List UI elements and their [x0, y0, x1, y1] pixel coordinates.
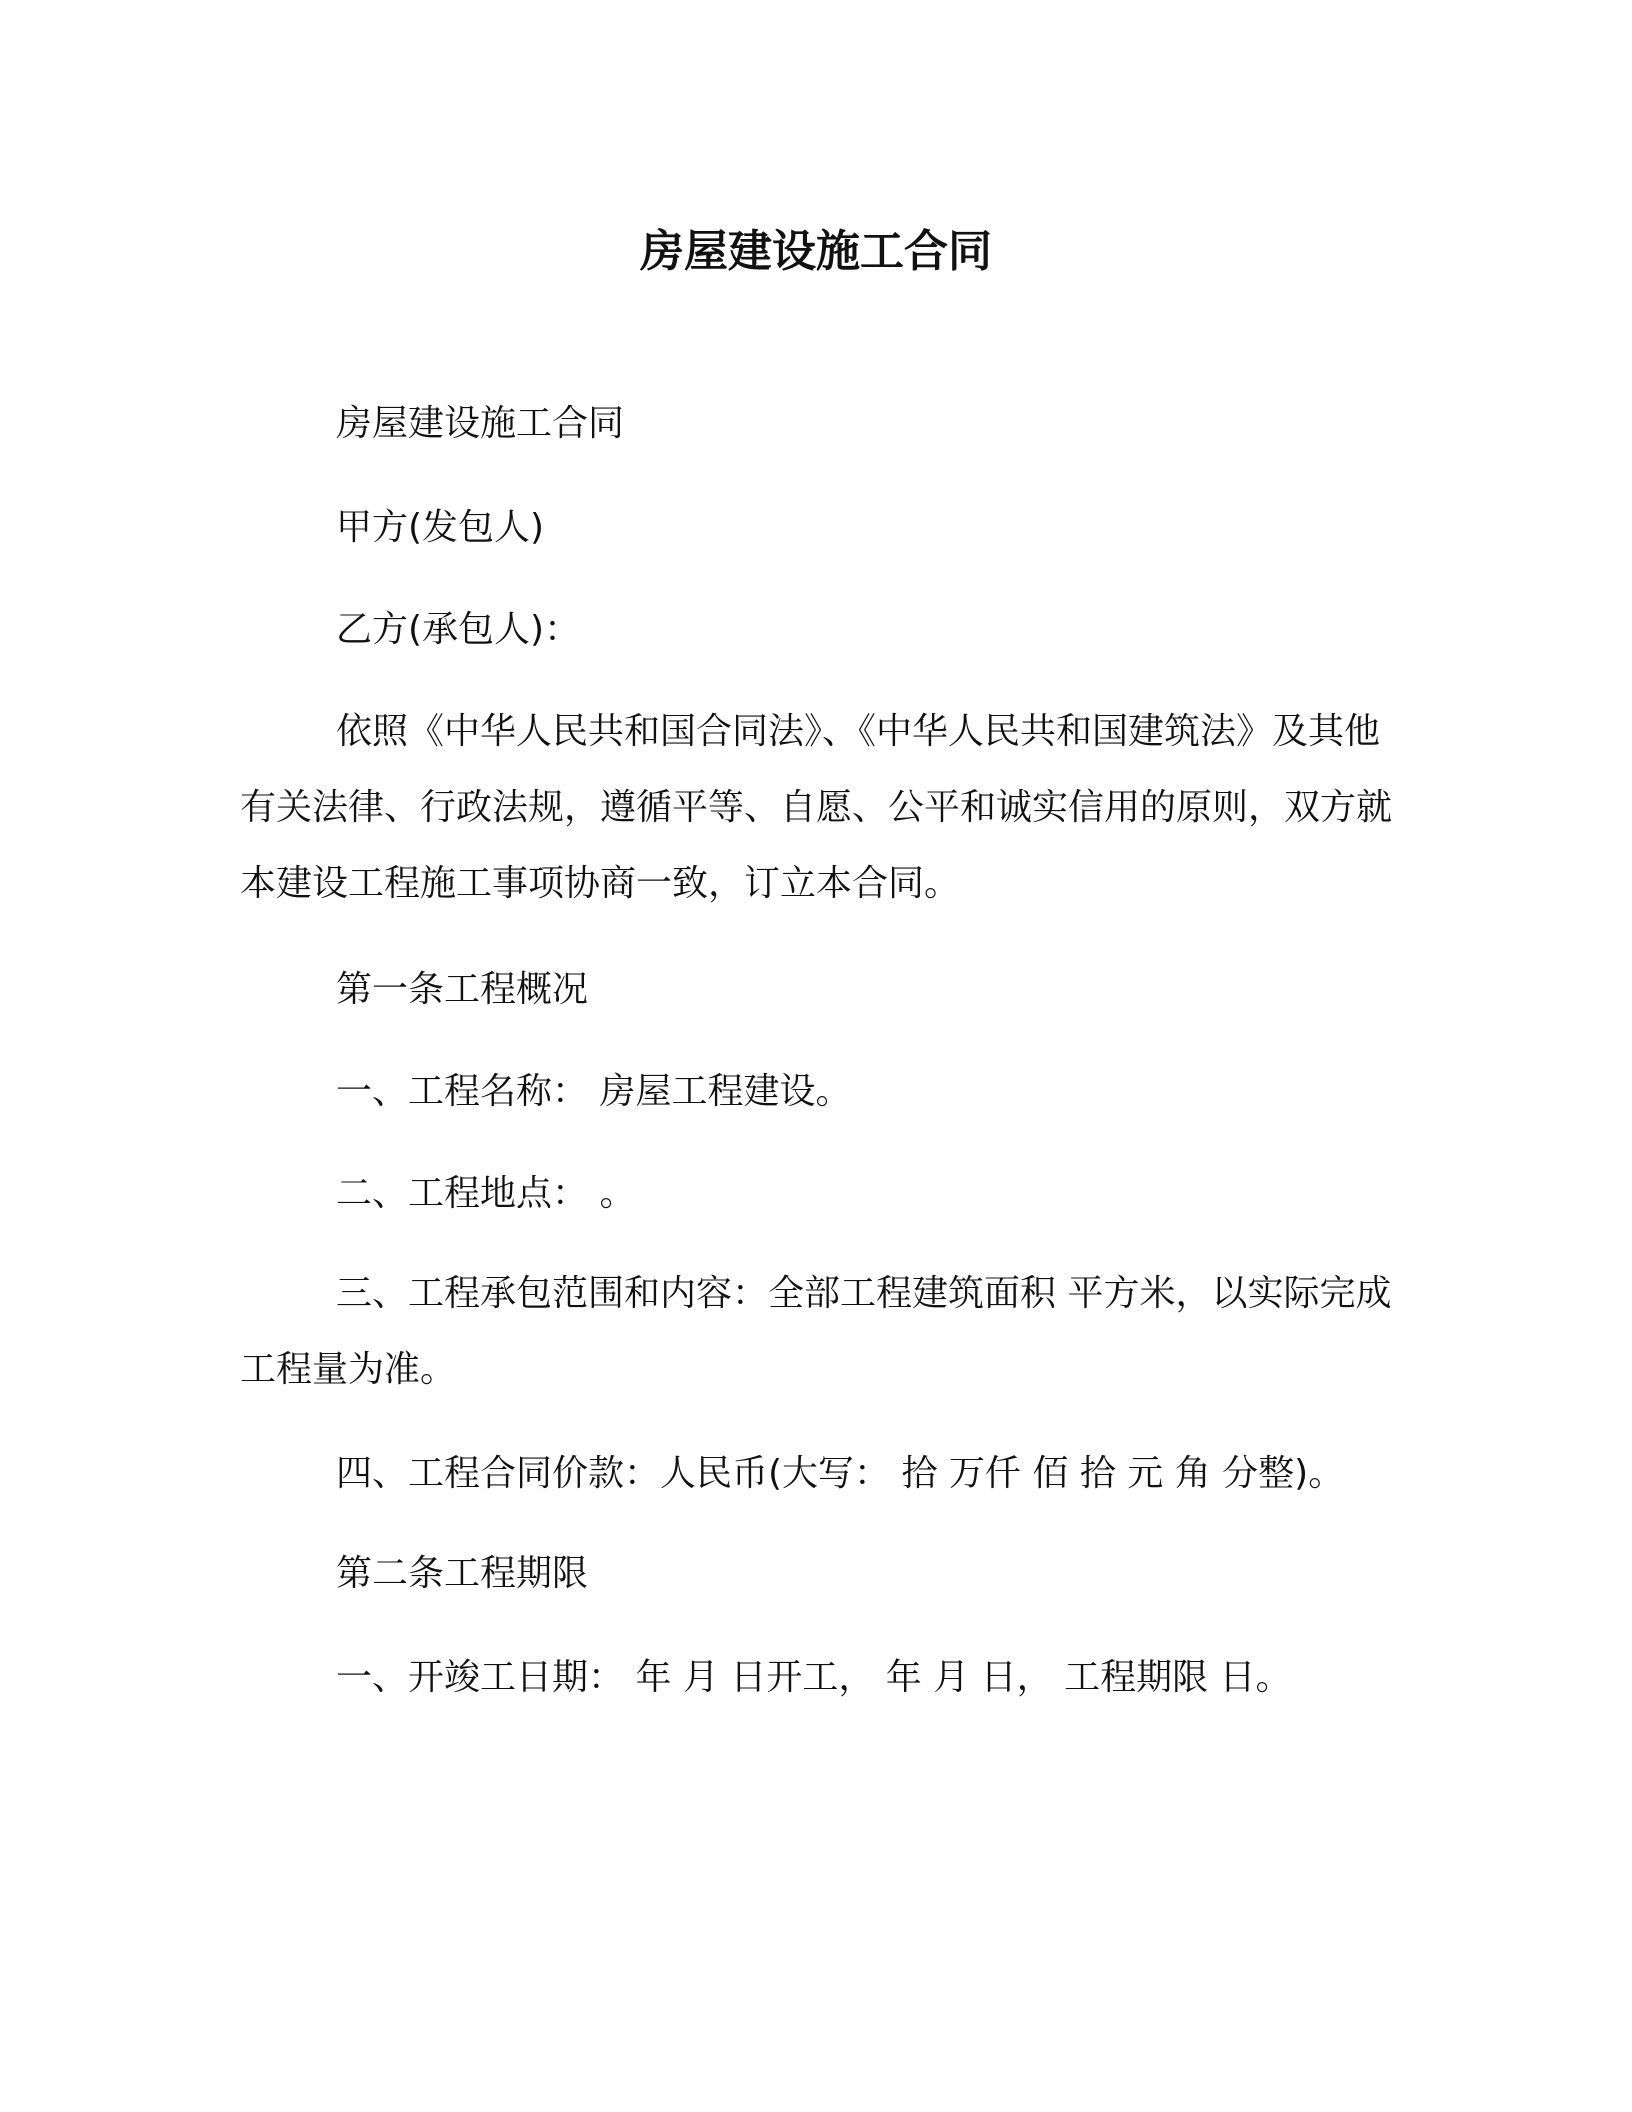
paragraph-article-1-heading: 第一条工程概况	[336, 969, 589, 1010]
paragraph-party-a: 甲方(发包人)	[336, 507, 545, 548]
paragraph-contract-price: 四、工程合同价款：人民币(大写： 拾 万仟 佰 拾 元 角 分整)。	[336, 1453, 1345, 1494]
paragraph-preamble: 依照《中华人民共和国合同法》、《中华人民共和国建筑法》及其他有关法律、行政法规，遵循平等、自愿、公平和诚实信用的原则，双方就本建设工程施工事项协商一致，订立本合同。	[240, 711, 1393, 904]
paragraph-party-b: 乙方(承包人)：	[336, 609, 581, 650]
paragraph-project-location: 二、工程地点： 。	[336, 1173, 636, 1214]
paragraph-schedule: 一、开竣工日期： 年 月 日开工， 年 月 日， 工程期限 日。	[336, 1657, 1292, 1698]
paragraph-project-name: 一、工程名称： 房屋工程建设。	[336, 1071, 852, 1112]
document-title: 房屋建设施工合同	[640, 226, 992, 277]
paragraph-project-scope: 三、工程承包范围和内容：全部工程建筑面积 平方米，以实际完成工程量为准。	[240, 1273, 1392, 1390]
paragraph-heading: 房屋建设施工合同	[336, 403, 625, 444]
paragraph-article-2-heading: 第二条工程期限	[336, 1553, 589, 1594]
